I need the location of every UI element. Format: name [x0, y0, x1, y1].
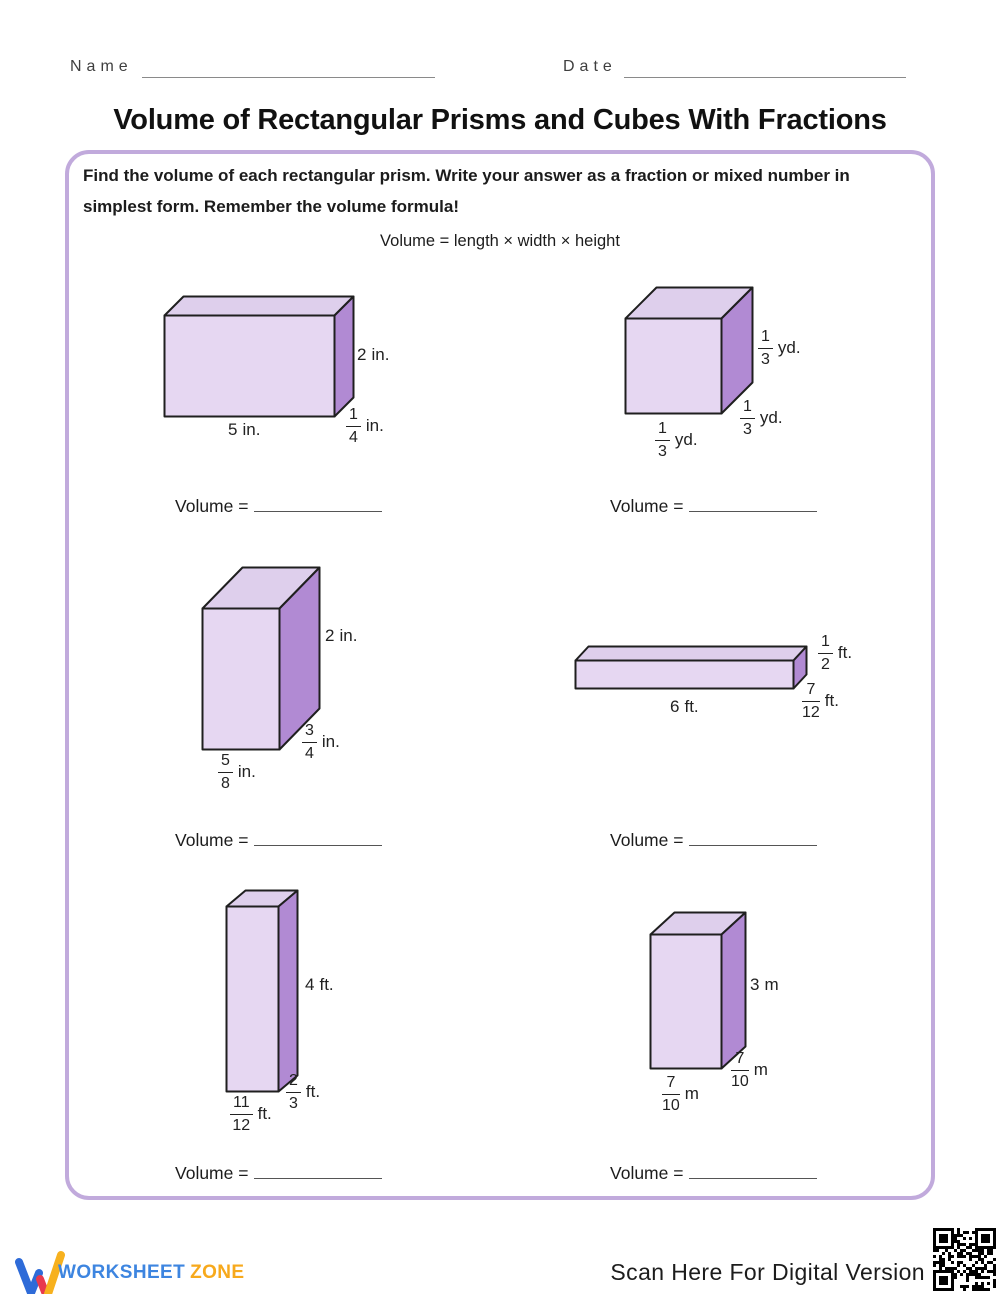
- volume-answer-6: [610, 1163, 817, 1184]
- name-blank-line: [142, 77, 435, 78]
- volume-answer-4: [610, 830, 817, 851]
- prism-drawing-1: [163, 295, 355, 418]
- prism-drawing-5: [225, 889, 299, 1093]
- volume-label: Volume =: [610, 1163, 684, 1183]
- answer-blank-line-2: [689, 498, 817, 512]
- prism1-height-label: 2 in.: [357, 345, 390, 364]
- prism2-length-label: $\frac{1}{3}$ yd.: [655, 420, 698, 460]
- prism-drawing-4: [574, 645, 808, 690]
- volume-answer-5: [175, 1163, 382, 1184]
- answer-blank-line-4: [689, 832, 817, 846]
- prism-drawing-6: [649, 911, 747, 1070]
- volume-label: Volume =: [175, 830, 249, 850]
- prism5-length-label: $\frac{11}{12}$ ft.: [230, 1094, 272, 1134]
- worksheetzone-logo: [58, 1262, 245, 1284]
- volume-answer-2: [610, 496, 817, 517]
- qr-code-image: [933, 1228, 996, 1291]
- qr-code: [933, 1228, 996, 1291]
- volume-answer-1: [175, 496, 382, 517]
- prism6-height-label: 3 m: [750, 975, 779, 994]
- answer-blank-line-6: [689, 1165, 817, 1179]
- prism5-height-label: 4 ft.: [305, 975, 334, 994]
- answer-blank-line-1: [254, 498, 382, 512]
- page-title: Volume of Rectangular Prisms and Cubes With Fractions: [113, 104, 887, 136]
- prism-figure-5: [225, 889, 299, 1093]
- prism4-depth-label: $\frac{7}{12}$ ft.: [802, 681, 839, 721]
- volume-label: Volume =: [610, 830, 684, 850]
- volume-label: Volume =: [175, 496, 249, 516]
- volume-answer-3: [175, 830, 382, 851]
- prism5-depth-label: $\frac{2}{3}$ ft.: [286, 1072, 320, 1112]
- instructions-text: Find the volume of each rectangular prism. Write your answer as a fraction or mixed number in simplest form. Remember the volume formula!: [83, 166, 850, 216]
- prism-figure-4: [574, 645, 808, 690]
- prism6-depth-label: $\frac{7}{10}$ m: [731, 1050, 768, 1090]
- prism-drawing-2: [624, 286, 754, 415]
- prism2-depth-label: $\frac{1}{3}$ yd.: [740, 398, 783, 438]
- prism1-depth-label: $\frac{1}{4}$ in.: [346, 406, 384, 446]
- answer-blank-line-3: [254, 832, 382, 846]
- name-label: Name: [70, 58, 133, 75]
- answer-blank-line-5: [254, 1165, 382, 1179]
- prism3-height-label: 2 in.: [325, 626, 358, 645]
- scan-here-text: Scan Here For Digital Version: [610, 1259, 925, 1285]
- brand-zone-text: ZONE: [190, 1262, 245, 1283]
- prism3-depth-label: $\frac{3}{4}$ in.: [302, 722, 340, 762]
- volume-formula: Volume = length × width × height: [380, 232, 620, 250]
- prism-figure-2: [624, 286, 754, 415]
- prism1-length-label: 5 in.: [228, 420, 261, 439]
- date-label: Date: [563, 58, 617, 75]
- prism6-length-label: $\frac{7}{10}$ m: [662, 1074, 699, 1114]
- prism4-length-label: 6 ft.: [670, 697, 699, 716]
- prism-figure-1: [163, 295, 355, 418]
- volume-label: Volume =: [175, 1163, 249, 1183]
- volume-label: Volume =: [610, 496, 684, 516]
- prism4-height-label: $\frac{1}{2}$ ft.: [818, 633, 852, 673]
- brand-worksheet-text: WORKSHEET: [58, 1262, 186, 1283]
- date-blank-line: [624, 77, 906, 78]
- prism3-length-label: $\frac{5}{8}$ in.: [218, 752, 256, 792]
- prism-figure-6: [649, 911, 747, 1070]
- prism2-height-label: $\frac{1}{3}$ yd.: [758, 328, 801, 368]
